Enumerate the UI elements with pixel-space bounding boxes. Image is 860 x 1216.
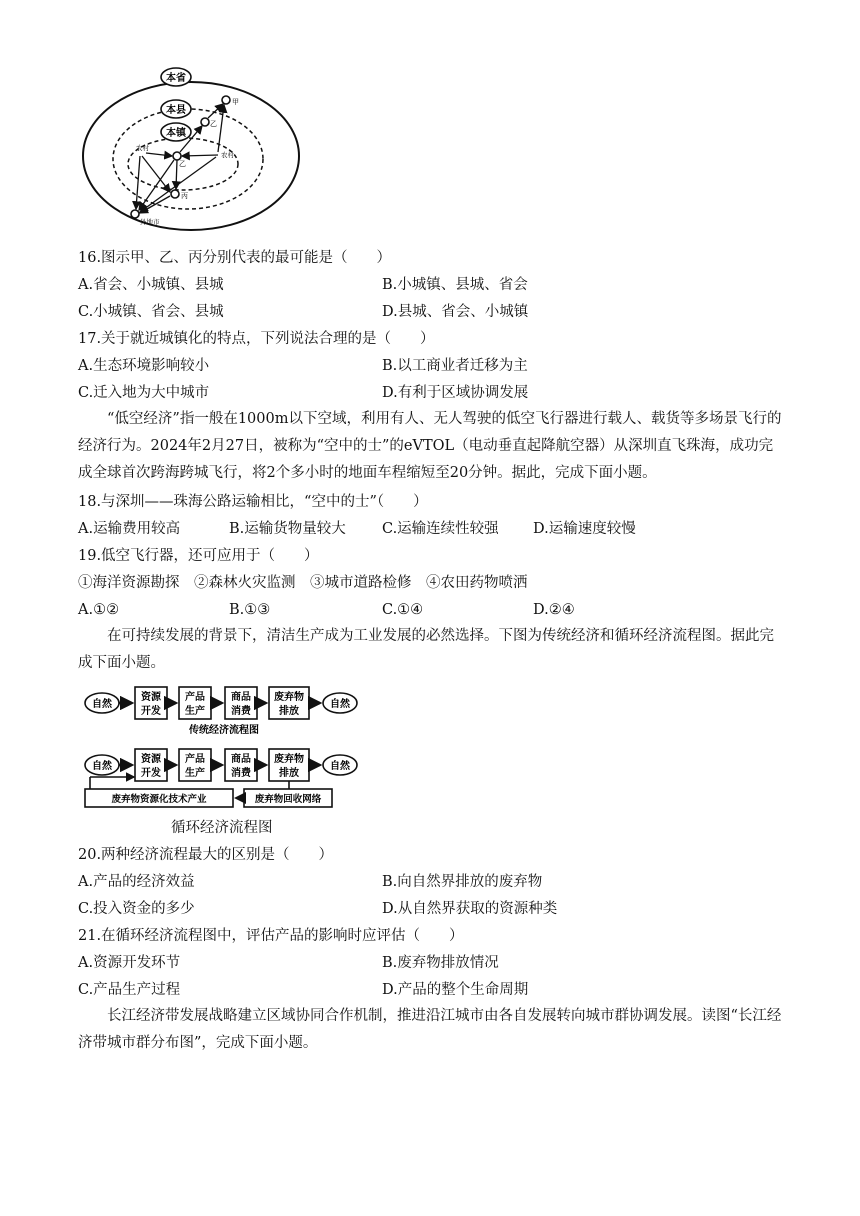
q18-option-b[interactable]: B.运输货物量较大 xyxy=(229,521,346,537)
label-town xyxy=(161,123,191,141)
svg-text:甲: 甲 xyxy=(232,98,239,106)
q19-option-b[interactable]: B.①③ xyxy=(229,602,271,618)
q21-option-c[interactable]: C.产品生产过程 xyxy=(78,982,181,998)
q18-option-a[interactable]: A.运输费用较高 xyxy=(78,521,181,537)
q16-stem: 16.图示甲、乙、丙分别代表的最可能是（ ） xyxy=(78,250,392,266)
svg-text:商品: 商品 xyxy=(231,692,251,703)
q21-option-b[interactable]: B.废弃物排放情况 xyxy=(382,955,499,971)
node-jia xyxy=(222,96,230,104)
q17-stem: 17.关于就近城镇化的特点，下列说法合理的是（ ） xyxy=(78,331,435,347)
q17-option-b[interactable]: B.以工商业者迁移为主 xyxy=(382,358,528,374)
q21-option-d[interactable]: D.产品的整个生命周期 xyxy=(382,982,529,998)
svg-text:消费: 消费 xyxy=(231,768,251,779)
svg-text:农村: 农村 xyxy=(136,144,149,152)
traditional-caption: 传统经济流程图 xyxy=(189,725,259,736)
svg-text:本镇: 本镇 xyxy=(166,128,186,139)
svg-text:生产: 生产 xyxy=(185,768,205,779)
q16-option-c[interactable]: C.小城镇、省会、县城 xyxy=(78,304,224,320)
svg-text:外地市: 外地市 xyxy=(140,218,160,226)
traditional-flow xyxy=(85,687,357,736)
node-bing xyxy=(171,190,179,198)
svg-text:产品: 产品 xyxy=(185,692,205,703)
node-yi-center xyxy=(173,152,181,160)
q20-stem: 20.两种经济流程最大的区别是（ ） xyxy=(78,847,334,863)
label-province xyxy=(161,68,191,86)
q17-option-a[interactable]: A.生态环境影响较小 xyxy=(78,358,210,374)
svg-text:资源: 资源 xyxy=(141,692,161,703)
svg-text:自然: 自然 xyxy=(330,699,350,710)
q16-option-a[interactable]: A.省会、小城镇、县城 xyxy=(78,277,224,293)
q21-option-a[interactable]: A.资源开发环节 xyxy=(78,955,181,971)
svg-text:废弃物: 废弃物 xyxy=(274,692,304,703)
svg-text:消费: 消费 xyxy=(231,706,251,717)
svg-text:废弃物资源化技术产业: 废弃物资源化技术产业 xyxy=(111,794,207,805)
node-yi-upper xyxy=(201,118,209,126)
svg-text:废弃物回收网络: 废弃物回收网络 xyxy=(254,794,322,805)
passage-yangtze-economic-belt: 长江经济带发展战略建立区域协同合作机制，推进沿江城市由各自发展转向城市群协调发展。读图“长江经济带城市群分布图”，完成下面小题。 xyxy=(78,1008,782,1051)
svg-text:商品: 商品 xyxy=(231,754,251,765)
q20-option-d[interactable]: D.从自然界获取的资源种类 xyxy=(382,901,558,917)
svg-text:丙: 丙 xyxy=(181,192,188,200)
passage-low-altitude-economy: “低空经济”指一般在1000m以下空域，利用有人、无人驾驶的低空飞行器进行载人、载货等多场景飞行的经济行为。2024年2月27日，被称为“空中的士”的eVTOL（电动垂直起降航空器）从深圳直飞珠海，成功完成全球首次跨海跨城飞行，将2个多小时的地面车程缩短至20分钟。据此，完成下面小题。 xyxy=(78,411,782,481)
q18-stem: 18.与深圳——珠海公路运输相比，“空中的士”（ ） xyxy=(78,494,428,510)
q20-option-a[interactable]: A.产品的经济效益 xyxy=(78,874,195,890)
circular-flow xyxy=(84,749,357,807)
q17-option-c[interactable]: C.迁入地为大中城市 xyxy=(78,385,210,401)
q16-option-b[interactable]: B.小城镇、县城、省会 xyxy=(382,277,528,293)
svg-text:排放: 排放 xyxy=(279,768,299,779)
q17-option-d[interactable]: D.有利于区域协调发展 xyxy=(382,385,529,401)
q19-stem: 19.低空飞行器，还可应用于（ ） xyxy=(78,548,319,564)
svg-text:产品: 产品 xyxy=(185,754,205,765)
q19-items: ①海洋资源勘探 ②森林火灾监测 ③城市道路检修 ④农田药物喷洒 xyxy=(78,575,528,591)
passage-clean-production: 在可持续发展的背景下，清洁生产成为工业发展的必然选择。下图为传统经济和循环经济流程图。据此完成下面小题。 xyxy=(78,628,774,671)
svg-text:开发: 开发 xyxy=(141,706,161,717)
svg-text:自然: 自然 xyxy=(330,761,350,772)
svg-text:本县: 本县 xyxy=(166,105,186,116)
svg-text:排放: 排放 xyxy=(279,706,299,717)
migration-diagram xyxy=(78,64,308,234)
q19-option-c[interactable]: C.①④ xyxy=(382,602,424,618)
q19-option-d[interactable]: D.②④ xyxy=(533,602,575,618)
svg-text:资源: 资源 xyxy=(141,754,161,765)
svg-text:乙: 乙 xyxy=(210,120,217,128)
svg-text:开发: 开发 xyxy=(141,768,161,779)
q20-option-c[interactable]: C.投入资金的多少 xyxy=(78,901,195,917)
svg-text:农村: 农村 xyxy=(221,151,234,159)
economy-flow-diagram xyxy=(82,683,367,813)
q20-option-b[interactable]: B.向自然界排放的废弃物 xyxy=(382,874,543,890)
q16-option-d[interactable]: D.县城、省会、小城镇 xyxy=(382,304,529,320)
q18-option-d[interactable]: D.运输速度较慢 xyxy=(533,521,636,537)
svg-text:自然: 自然 xyxy=(92,699,112,710)
svg-text:本省: 本省 xyxy=(166,73,186,84)
svg-text:自然: 自然 xyxy=(92,761,112,772)
svg-text:乙: 乙 xyxy=(179,160,186,168)
svg-text:废弃物: 废弃物 xyxy=(274,754,304,765)
node-other-city xyxy=(131,210,139,218)
q19-option-a[interactable]: A.①② xyxy=(78,602,120,618)
q21-stem: 21.在循环经济流程图中，评估产品的影响时应评估（ ） xyxy=(78,928,464,944)
county-boundary xyxy=(113,109,263,209)
label-county xyxy=(161,100,191,118)
svg-text:生产: 生产 xyxy=(185,706,205,717)
circular-caption: 循环经济流程图 xyxy=(171,820,273,836)
q18-option-c[interactable]: C.运输连续性较强 xyxy=(382,521,499,537)
